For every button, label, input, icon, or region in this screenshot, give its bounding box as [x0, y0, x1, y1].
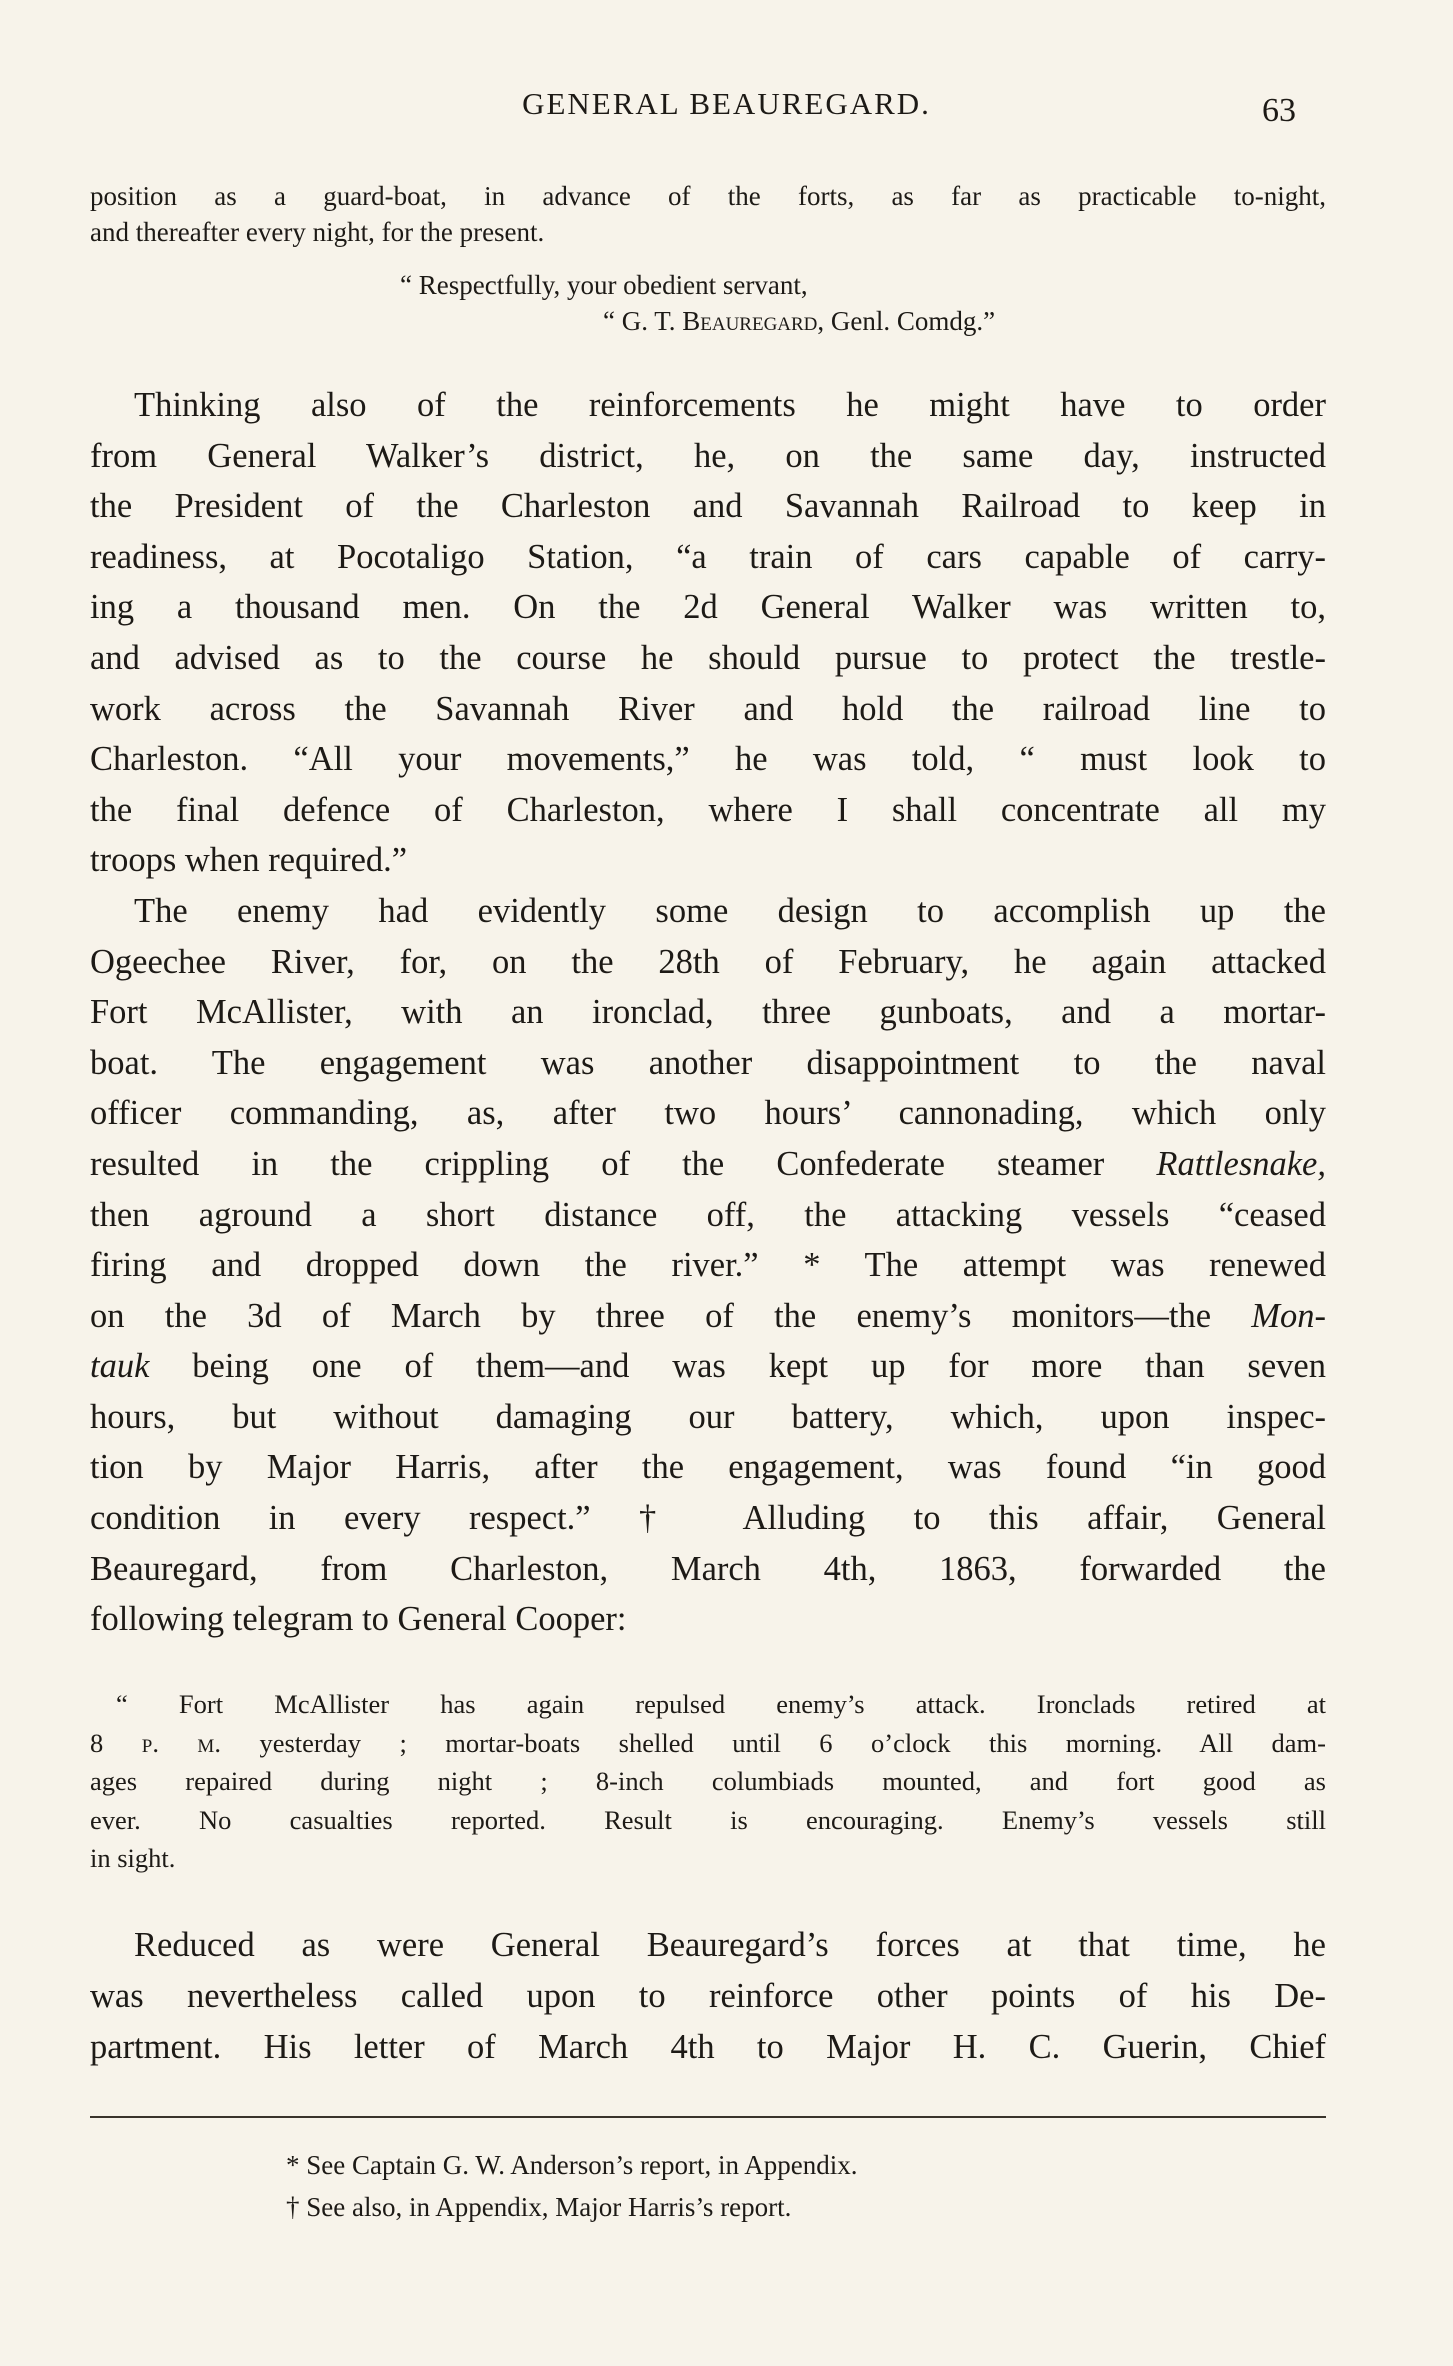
text-line: Reduced as were General Beauregard’s forces at that time, he [134, 1926, 1326, 1964]
text-line: ing a thousand men. On the 2d General Walker was written to, [90, 588, 1326, 627]
letter-close [90, 178, 1326, 250]
footnote: † See also, in Appendix, Major Harris’s report. [286, 2192, 792, 2222]
text-line: position as a guard-boat, in advance of the forts, as far as practicable to-night, [90, 181, 1326, 211]
page-number: 63 [1262, 92, 1296, 129]
text-line: following telegram to General Cooper: [90, 1600, 627, 1639]
signature-suffix: , Genl. Comdg.” [817, 306, 996, 336]
text-line: troops when required.” [90, 841, 408, 880]
text-line: readiness, at Pocotaligo Station, “a train of cars capable of carry- [90, 537, 1326, 576]
text-run: resulted in the crippling of the Confederate steamer [90, 1144, 1157, 1183]
running-title: GENERAL BEAUREGARD. [522, 86, 931, 121]
text-line: boat. The engagement was another disappointment to the naval [90, 1043, 1326, 1082]
footnote: * See Captain G. W. Anderson’s report, in Appendix. [286, 2150, 858, 2180]
text-line [90, 1139, 1326, 1190]
signature [603, 306, 995, 337]
text-line: firing and dropped down the river.” * The attempt was renewed [90, 1246, 1326, 1285]
text-line: Fort McAllister, with an ironclad, three gunboats, and a mortar- [90, 993, 1326, 1032]
salutation: “ Respectfully, your obedient servant, [400, 270, 808, 300]
text-line: and thereafter every night, for the present. [90, 217, 545, 247]
text-line: hours, but without damaging our battery, which, upon inspec- [90, 1397, 1326, 1436]
body-paragraphs-1 [90, 380, 1326, 1645]
text-line [90, 1724, 1326, 1763]
text-line: ages repaired during night ; 8-inch columbiads mounted, and fort good as [90, 1766, 1326, 1796]
text-line: Ogeechee River, for, on the 28th of February, he again attacked [90, 942, 1326, 981]
text-line: and advised as to the course he should pursue to protect the trestle- [90, 638, 1326, 677]
text-line: the final defence of Charleston, where I shall concentrate all my [90, 790, 1326, 829]
signature-prefix: “ G. T. [603, 306, 683, 336]
text-line: Thinking also of the reinforcements he might have to order [134, 386, 1326, 424]
text-line: the President of the Charleston and Savannah Railroad to keep in [90, 487, 1326, 526]
text-run: 8 [90, 1727, 142, 1758]
text-line: then aground a short distance off, the attacking vessels “ceased [90, 1195, 1326, 1234]
text-line [90, 1341, 1326, 1392]
text-line: in sight. [90, 1843, 176, 1873]
text-line: from General Walker’s district, he, on the same day, instructed [90, 436, 1326, 475]
text-run: on the 3d of March by three of the enemy’s monitors—the [90, 1296, 1252, 1335]
text-line [90, 1291, 1326, 1342]
time-abbrev: p. m [141, 1727, 215, 1758]
text-line: The enemy had evidently some design to accomplish up the [134, 891, 1326, 930]
text-line: partment. His letter of March 4th to Major H. C. Guerin, Chief [90, 2028, 1326, 2066]
italic-text: tauk [90, 1347, 150, 1386]
footnotes [286, 2144, 1286, 2228]
italic-text: Rattlesnake, [1156, 1144, 1326, 1183]
body-paragraphs-2 [90, 1920, 1326, 2073]
text-run: . yesterday ; mortar-boats shelled until 6 o’clock this morning. All dam- [214, 1727, 1326, 1758]
text-line: condition in every respect.” † Alluding to this affair, General [90, 1499, 1326, 1538]
text-line: tion by Major Harris, after the engagement, was found “in good [90, 1448, 1326, 1487]
text-line: Beauregard, from Charleston, March 4th, 1863, forwarded the [90, 1549, 1326, 1588]
text-run: being one of them—and was kept up for more than seven [149, 1347, 1326, 1386]
text-line: was nevertheless called upon to reinforce other points of his De- [90, 1977, 1326, 2015]
signature-name: Beauregard [682, 306, 818, 336]
italic-text: Mon- [1251, 1296, 1326, 1335]
text-line: ever. No casualties reported. Result is encouraging. Enemy’s vessels still [90, 1804, 1326, 1835]
telegram-quote [90, 1685, 1326, 1878]
text-line: Charleston. “All your movements,” he was told, “ must look to [90, 740, 1326, 779]
text-line: “ Fort McAllister has again repulsed enemy’s attack. Ironclads retired at [116, 1689, 1326, 1719]
text-line: officer commanding, as, after two hours’ cannonading, which only [90, 1094, 1326, 1133]
footnote-rule [90, 2116, 1326, 2118]
text-line: work across the Savannah River and hold the railroad line to [90, 689, 1326, 728]
